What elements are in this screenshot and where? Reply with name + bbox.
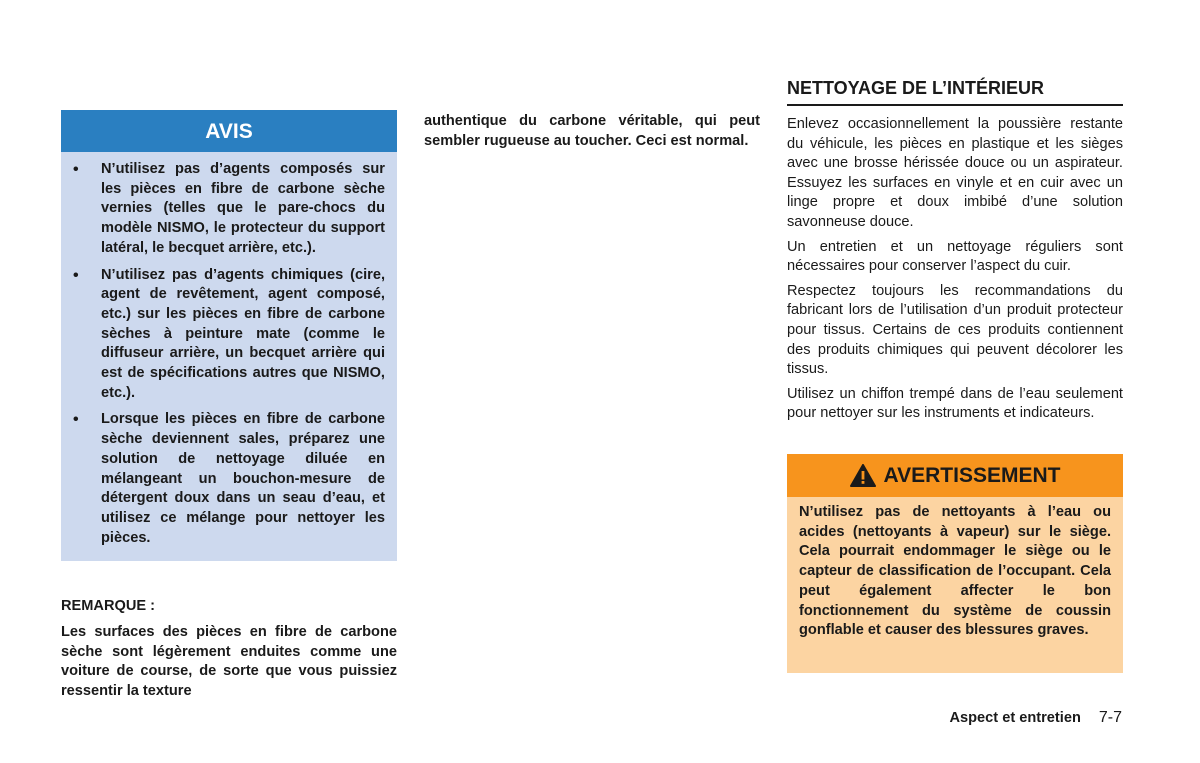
- remarque-heading: REMARQUE :: [61, 598, 156, 614]
- avis-list: [61, 152, 397, 561]
- avis-notice-box: [61, 110, 397, 561]
- section-heading: NETTOYAGE DE L’INTÉRIEUR: [787, 78, 1123, 106]
- warning-box: [787, 454, 1123, 673]
- page-number: 7-7: [1098, 709, 1122, 726]
- warning-triangle-icon: [850, 464, 876, 487]
- paragraph: Utilisez un chiffon trempé dans de l’eau seulement pour nettoyer sur les instruments et indicateurs.: [787, 385, 1123, 422]
- warning-text: N’utilisez pas de nettoyants à l’eau ou acides (nettoyants à vapeur) sur le siège. Cela pourrait endommager le siège ou le capteur de classification de l’occupant. Cela peut également affecter le bon fonctionnement du système de coussin gonflable et causer des blessures graves.: [799, 504, 1111, 639]
- paragraph: Respectez toujours les recommandations du fabricant lors de l’utilisation d’un produit protecteur pour tissus. Certains de ces produits contiennent des produits chimiques qui peuvent décolorer les tissus.: [787, 282, 1123, 378]
- middle-column-text: authentique du carbone véritable, qui peut sembler rugueuse au toucher. Ceci est normal.: [424, 113, 760, 149]
- warning-title: AVERTISSEMENT: [883, 463, 1061, 487]
- paragraph: Un entretien et un nettoyage réguliers sont nécessaires pour conserver l’aspect du cuir.: [787, 238, 1123, 275]
- avis-item: • N’utilisez pas d’agents composés sur les pièces en fibre de carbone sèche vernies (telles que le pare-chocs du modèle NISMO, le protecteur du support latéral, le becquet arrière, etc.).: [73, 160, 385, 259]
- avis-item: • N’utilisez pas d’agents chimiques (cire, agent de revêtement, agent composé, etc.) sur les pièces en fibre de carbone sèches à peinture mate (comme le diffuseur arrière, un becquet arrière qui est de spécifications autres que NISMO, etc.).: [73, 266, 385, 404]
- remarque-text: Les surfaces des pièces en fibre de carbone sèche sont légèrement enduites comme une voiture de course, de sorte que vous puissiez ressentir la texture: [61, 624, 397, 700]
- paragraph: Enlevez occasionnellement la poussière restante du véhicule, les pièces en plastique et les sièges avec une brosse hérissée douce ou un aspirateur. Essuyez les surfaces en vinyle et en cuir avec un linge propre et doux imbibé d’une solution savonneuse douce.: [787, 116, 1123, 230]
- avis-title: AVIS: [61, 110, 397, 152]
- warning-header: [787, 454, 1123, 497]
- footer-section: Aspect et entretien: [949, 710, 1081, 726]
- right-column-body: [787, 115, 1123, 429]
- avis-item: • Lorsque les pièces en fibre de carbone sèche deviennent sales, préparez une solution de nettoyage diluée en mélangeant un bouchon-mesure de détergent doux dans un seau d’eau, et utilisez ce mélange pour nettoyer les pièces.: [73, 410, 385, 548]
- page-footer: [949, 709, 1122, 727]
